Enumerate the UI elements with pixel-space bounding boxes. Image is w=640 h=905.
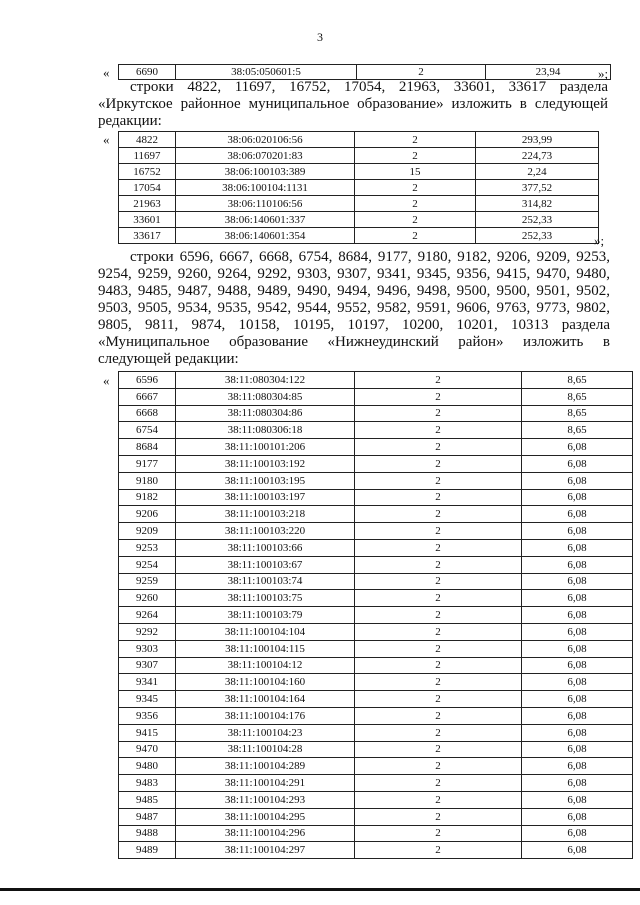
cadastral-number-cell: 38:11:100104:289 (176, 758, 355, 775)
value-cell: 6,08 (522, 623, 633, 640)
row-number-cell: 9485 (119, 791, 176, 808)
table-row (119, 607, 633, 624)
table3-body (119, 372, 633, 859)
value-cell: 6,08 (522, 523, 633, 540)
paragraph-2-line-1: строки 6596, 6667, 6668, 6754, 8684, 9177, 9180, 9182, 9206, 9209, 9253, (130, 249, 610, 265)
table-row (119, 164, 599, 180)
cadastral-number-cell: 38:11:100104:164 (176, 691, 355, 708)
cadastral-number-cell: 38:11:100103:75 (176, 590, 355, 607)
category-cell: 2 (355, 506, 522, 523)
table-row (119, 808, 633, 825)
table-row (119, 741, 633, 758)
value-cell: 23,94 (486, 65, 611, 80)
value-cell: 252,33 (476, 212, 599, 228)
category-cell: 2 (355, 439, 522, 456)
category-cell: 2 (355, 724, 522, 741)
cadastral-number-cell: 38:06:140601:354 (176, 228, 355, 244)
table-row (119, 623, 633, 640)
table1-body (119, 65, 611, 80)
cadastral-number-cell: 38:06:100103:389 (176, 164, 355, 180)
row-number-cell: 9264 (119, 607, 176, 624)
row-number-cell: 6667 (119, 388, 176, 405)
category-cell: 2 (355, 775, 522, 792)
cadastral-number-cell: 38:11:100103:195 (176, 472, 355, 489)
cadastral-number-cell: 38:11:100104:293 (176, 791, 355, 808)
row-number-cell: 16752 (119, 164, 176, 180)
cadastral-number-cell: 38:06:070201:83 (176, 148, 355, 164)
value-cell: 6,08 (522, 489, 633, 506)
cadastral-number-cell: 38:11:100103:67 (176, 556, 355, 573)
value-cell: 293,99 (476, 132, 599, 148)
cadastral-number-cell: 38:06:020106:56 (176, 132, 355, 148)
row-number-cell: 33601 (119, 212, 176, 228)
paragraph-2-line-7: следующей редакции: (98, 351, 239, 367)
category-cell: 2 (355, 657, 522, 674)
table-row (119, 180, 599, 196)
value-cell: 6,08 (522, 842, 633, 859)
cadastral-number-cell: 38:06:110106:56 (176, 196, 355, 212)
table2-body (119, 132, 599, 244)
row-number-cell: 9341 (119, 674, 176, 691)
cadastral-number-cell: 38:11:100104:160 (176, 674, 355, 691)
cadastral-number-cell: 38:11:100104:23 (176, 724, 355, 741)
cadastral-number-cell: 38:11:100103:66 (176, 539, 355, 556)
value-cell: 2,24 (476, 164, 599, 180)
cadastral-number-cell: 38:05:050601:5 (176, 65, 357, 80)
row-number-cell: 11697 (119, 148, 176, 164)
cadastral-number-cell: 38:11:100103:197 (176, 489, 355, 506)
table-row (119, 758, 633, 775)
table-row (119, 573, 633, 590)
value-cell: 6,08 (522, 791, 633, 808)
value-cell: 6,08 (522, 674, 633, 691)
category-cell: 2 (355, 489, 522, 506)
value-cell: 6,08 (522, 825, 633, 842)
value-cell: 224,73 (476, 148, 599, 164)
table-row (119, 825, 633, 842)
category-cell: 2 (355, 590, 522, 607)
value-cell: 6,08 (522, 439, 633, 456)
value-cell: 6,08 (522, 455, 633, 472)
row-number-cell: 9480 (119, 758, 176, 775)
cadastral-number-cell: 38:11:100104:104 (176, 623, 355, 640)
cadastral-number-cell: 38:11:080306:18 (176, 422, 355, 439)
page-bottom-rule (0, 888, 640, 891)
row-number-cell: 9489 (119, 842, 176, 859)
row-number-cell: 9182 (119, 489, 176, 506)
category-cell: 2 (355, 472, 522, 489)
cadastral-number-cell: 38:11:100104:295 (176, 808, 355, 825)
value-cell: 8,65 (522, 422, 633, 439)
table-row (119, 489, 633, 506)
value-cell: 8,65 (522, 405, 633, 422)
table1 (118, 64, 611, 80)
category-cell: 2 (355, 842, 522, 859)
table3-open-quote: « (103, 373, 110, 388)
cadastral-number-cell: 38:11:100104:115 (176, 640, 355, 657)
category-cell: 2 (355, 523, 522, 540)
table-row (119, 422, 633, 439)
table-row (119, 65, 611, 80)
category-cell: 2 (355, 707, 522, 724)
value-cell: 6,08 (522, 724, 633, 741)
value-cell: 377,52 (476, 180, 599, 196)
row-number-cell: 6596 (119, 372, 176, 389)
category-cell: 2 (355, 422, 522, 439)
cadastral-number-cell: 38:11:100103:79 (176, 607, 355, 624)
value-cell: 6,08 (522, 657, 633, 674)
paragraph-1-line-3: редакции: (98, 113, 162, 129)
row-number-cell: 8684 (119, 439, 176, 456)
table-row (119, 212, 599, 228)
paragraph-2 (98, 249, 610, 368)
category-cell: 2 (355, 691, 522, 708)
paragraph-2-line-2: 9254, 9259, 9260, 9264, 9292, 9303, 9307, 9341, 9345, 9356, 9415, 9470, 9480, (98, 266, 610, 282)
category-cell: 2 (355, 808, 522, 825)
table-row (119, 640, 633, 657)
category-cell: 2 (355, 228, 476, 244)
value-cell: 6,08 (522, 472, 633, 489)
paragraph-2-line-5: 9805, 9811, 9874, 10158, 10195, 10197, 10200, 10201, 10313 раздела (98, 317, 610, 333)
category-cell: 2 (355, 405, 522, 422)
table-row (119, 388, 633, 405)
value-cell: 6,08 (522, 775, 633, 792)
table-row (119, 372, 633, 389)
category-cell: 2 (355, 623, 522, 640)
category-cell: 2 (355, 758, 522, 775)
cadastral-number-cell: 38:11:100104:291 (176, 775, 355, 792)
row-number-cell: 9259 (119, 573, 176, 590)
table1-close-quote: »; (598, 66, 609, 81)
category-cell: 2 (355, 607, 522, 624)
paragraph-1-line-2: «Иркутское районное муниципальное образование» изложить в следующей (98, 96, 608, 112)
table2 (118, 131, 599, 244)
cadastral-number-cell: 38:11:100104:296 (176, 825, 355, 842)
value-cell: 8,65 (522, 372, 633, 389)
row-number-cell: 9292 (119, 623, 176, 640)
row-number-cell: 9254 (119, 556, 176, 573)
cadastral-number-cell: 38:11:100104:297 (176, 842, 355, 859)
category-cell: 2 (355, 556, 522, 573)
row-number-cell: 9180 (119, 472, 176, 489)
table-row (119, 791, 633, 808)
table-row (119, 455, 633, 472)
table-row (119, 132, 599, 148)
value-cell: 6,08 (522, 707, 633, 724)
category-cell: 2 (355, 372, 522, 389)
category-cell: 2 (355, 180, 476, 196)
row-number-cell: 9307 (119, 657, 176, 674)
row-number-cell: 6690 (119, 65, 176, 80)
value-cell: 314,82 (476, 196, 599, 212)
value-cell: 8,65 (522, 388, 633, 405)
row-number-cell: 9488 (119, 825, 176, 842)
category-cell: 2 (355, 212, 476, 228)
table-row (119, 842, 633, 859)
category-cell: 2 (355, 741, 522, 758)
table2-close-quote: »; (594, 233, 605, 248)
table-row (119, 539, 633, 556)
row-number-cell: 9177 (119, 455, 176, 472)
row-number-cell: 9487 (119, 808, 176, 825)
value-cell: 6,08 (522, 808, 633, 825)
row-number-cell: 9470 (119, 741, 176, 758)
cadastral-number-cell: 38:06:140601:337 (176, 212, 355, 228)
value-cell: 6,08 (522, 590, 633, 607)
paragraph-1-line-1: строки 4822, 11697, 16752, 17054, 21963, 33601, 33617 раздела (130, 79, 608, 95)
category-cell: 2 (355, 196, 476, 212)
table1-open-quote: « (103, 65, 110, 80)
category-cell: 2 (355, 791, 522, 808)
value-cell: 6,08 (522, 539, 633, 556)
row-number-cell: 9483 (119, 775, 176, 792)
row-number-cell: 9345 (119, 691, 176, 708)
value-cell: 6,08 (522, 607, 633, 624)
category-cell: 2 (355, 825, 522, 842)
value-cell: 6,08 (522, 640, 633, 657)
table-row (119, 724, 633, 741)
cadastral-number-cell: 38:11:080304:86 (176, 405, 355, 422)
category-cell: 2 (357, 65, 486, 80)
row-number-cell: 9356 (119, 707, 176, 724)
cadastral-number-cell: 38:11:100103:192 (176, 455, 355, 472)
row-number-cell: 9303 (119, 640, 176, 657)
cadastral-number-cell: 38:11:100101:206 (176, 439, 355, 456)
table-row (119, 439, 633, 456)
value-cell: 6,08 (522, 741, 633, 758)
category-cell: 15 (355, 164, 476, 180)
table-row (119, 590, 633, 607)
category-cell: 2 (355, 388, 522, 405)
table-row (119, 657, 633, 674)
paragraph-2-line-3: 9483, 9485, 9487, 9488, 9489, 9490, 9494, 9496, 9498, 9500, 9500, 9501, 9502, (98, 283, 610, 299)
cadastral-number-cell: 38:11:100104:28 (176, 741, 355, 758)
table2-open-quote: « (103, 132, 110, 147)
table-row (119, 707, 633, 724)
table3 (118, 371, 633, 859)
table-row (119, 691, 633, 708)
category-cell: 2 (355, 455, 522, 472)
value-cell: 6,08 (522, 758, 633, 775)
value-cell: 6,08 (522, 691, 633, 708)
row-number-cell: 6754 (119, 422, 176, 439)
row-number-cell: 6668 (119, 405, 176, 422)
table-row (119, 674, 633, 691)
cadastral-number-cell: 38:11:100103:218 (176, 506, 355, 523)
table-row (119, 556, 633, 573)
category-cell: 2 (355, 148, 476, 164)
row-number-cell: 9209 (119, 523, 176, 540)
row-number-cell: 9415 (119, 724, 176, 741)
category-cell: 2 (355, 132, 476, 148)
row-number-cell: 33617 (119, 228, 176, 244)
row-number-cell: 9206 (119, 506, 176, 523)
table-row (119, 506, 633, 523)
paragraph-2-line-6: «Муниципальное образование «Нижнеудинский район» изложить в (98, 334, 610, 350)
cadastral-number-cell: 38:11:100103:220 (176, 523, 355, 540)
cadastral-number-cell: 38:11:100104:12 (176, 657, 355, 674)
paragraph-1 (98, 79, 608, 130)
paragraph-2-line-4: 9503, 9505, 9534, 9535, 9542, 9544, 9552, 9582, 9591, 9606, 9763, 9773, 9802, (98, 300, 610, 316)
cadastral-number-cell: 38:11:100103:74 (176, 573, 355, 590)
row-number-cell: 21963 (119, 196, 176, 212)
value-cell: 6,08 (522, 573, 633, 590)
cadastral-number-cell: 38:06:100104:1131 (176, 180, 355, 196)
row-number-cell: 9253 (119, 539, 176, 556)
table-row (119, 523, 633, 540)
value-cell: 252,33 (476, 228, 599, 244)
cadastral-number-cell: 38:11:100104:176 (176, 707, 355, 724)
table-row (119, 228, 599, 244)
value-cell: 6,08 (522, 556, 633, 573)
table-row (119, 196, 599, 212)
category-cell: 2 (355, 674, 522, 691)
table-row (119, 405, 633, 422)
row-number-cell: 4822 (119, 132, 176, 148)
page-number: 3 (317, 30, 323, 44)
table-row (119, 775, 633, 792)
cadastral-number-cell: 38:11:080304:122 (176, 372, 355, 389)
table-row (119, 148, 599, 164)
value-cell: 6,08 (522, 506, 633, 523)
category-cell: 2 (355, 573, 522, 590)
category-cell: 2 (355, 539, 522, 556)
cadastral-number-cell: 38:11:080304:85 (176, 388, 355, 405)
table-row (119, 472, 633, 489)
row-number-cell: 17054 (119, 180, 176, 196)
category-cell: 2 (355, 640, 522, 657)
row-number-cell: 9260 (119, 590, 176, 607)
